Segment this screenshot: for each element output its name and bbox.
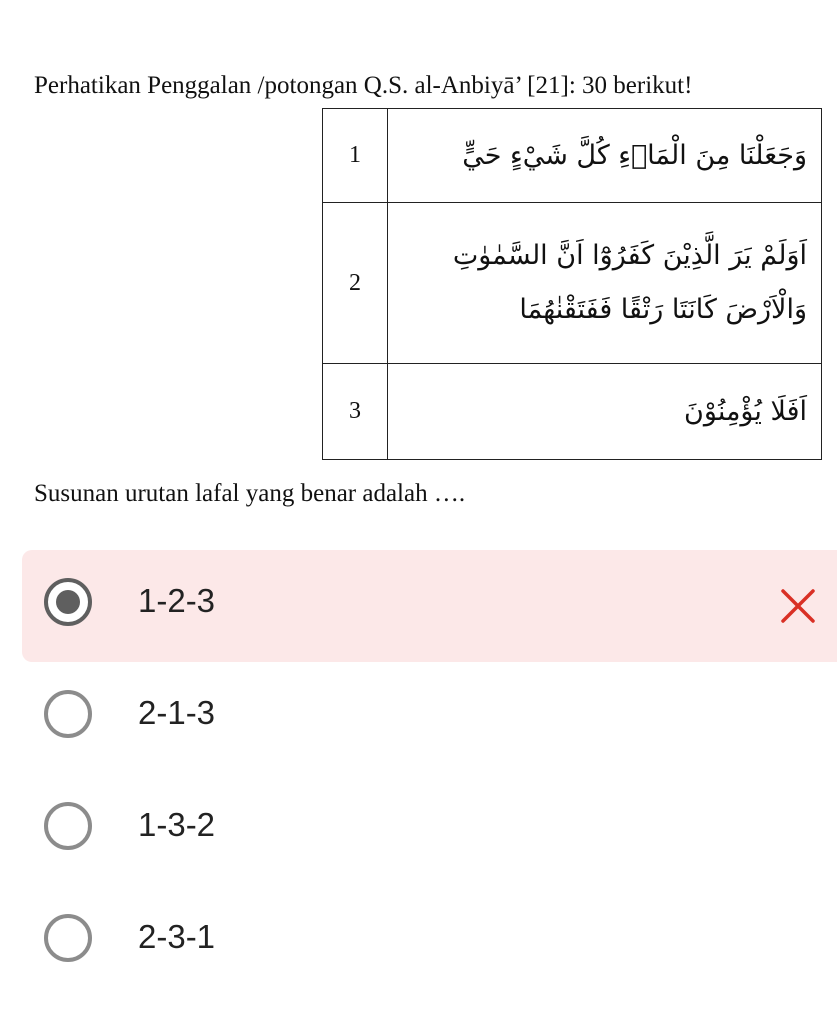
answer-option-2[interactable] xyxy=(22,662,837,774)
option-label: 2-1-3 xyxy=(138,694,216,731)
verse-line: وَالْاَرْضَ كَانَتَا رَتْقًا فَفَتَقْنٰهُمَا xyxy=(519,294,807,325)
verse-line: وَجَعَلْنَا مِنَ الْمَاۤءِ كُلَّ شَيْءٍ حَيٍّ xyxy=(462,139,807,171)
verse-text xyxy=(388,203,822,364)
verse-number: 1 xyxy=(323,109,388,203)
option-label: 1-3-2 xyxy=(138,806,216,843)
close-icon xyxy=(778,586,818,626)
option-label: 2-3-1 xyxy=(138,918,216,955)
radio-dot xyxy=(56,590,80,614)
radio-button[interactable] xyxy=(44,802,92,850)
radio-button-checked[interactable] xyxy=(44,578,92,626)
verse-text xyxy=(388,109,822,203)
verse-row xyxy=(323,203,822,364)
verse-number: 3 xyxy=(323,364,388,460)
verse-line: اَفَلَا يُؤْمِنُوْنَ xyxy=(684,395,807,427)
verse-text xyxy=(388,364,822,460)
radio-button[interactable] xyxy=(44,690,92,738)
verse-row xyxy=(323,109,822,203)
verse-line: اَوَلَمْ يَرَ الَّذِيْنَ كَفَرُوْٓا اَنَّ السَّمٰوٰتِ xyxy=(452,240,807,271)
radio-button[interactable] xyxy=(44,914,92,962)
verse-row xyxy=(323,364,822,460)
verse-number: 2 xyxy=(323,203,388,364)
answer-option-3[interactable] xyxy=(22,774,837,886)
question-prompt: Susunan urutan lafal yang benar adalah …. xyxy=(34,480,466,507)
answer-option-1[interactable] xyxy=(22,550,837,662)
answer-option-4[interactable] xyxy=(22,886,837,998)
option-label: 1-2-3 xyxy=(138,582,216,619)
question-intro: Perhatikan Penggalan /potongan Q.S. al-Anbiyā’ [21]: 30 berikut! xyxy=(34,72,693,99)
verse-table xyxy=(322,108,822,460)
